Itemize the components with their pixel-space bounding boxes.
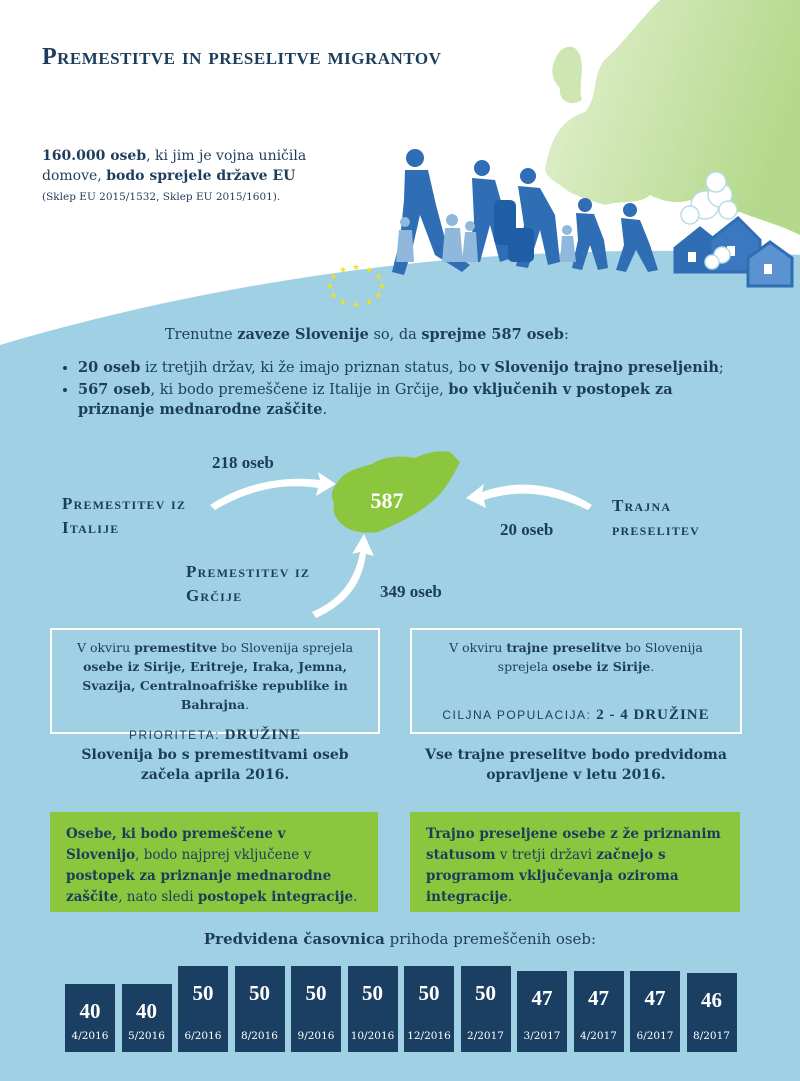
timeline-bar-value: 40: [79, 999, 101, 1023]
resettle-label: Trajna preselitev: [612, 496, 701, 539]
intro-count: 160.000 oseb: [42, 148, 147, 164]
timeline-bar: [348, 966, 398, 1052]
timeline-bar: [291, 966, 341, 1052]
eu-star-icon: [353, 264, 359, 270]
timeline-bar: [404, 966, 454, 1052]
green-bold: postopek integracije: [197, 889, 354, 905]
commitments-lead: [165, 326, 569, 343]
timeline-bar-value: 47: [644, 986, 666, 1011]
green-text: , bodo najprej vključene v: [135, 847, 312, 863]
item-text: ;: [718, 360, 724, 376]
target-label: [424, 706, 728, 725]
timeline-bar-value: 50: [249, 981, 270, 1005]
green-text: v tretji državi: [495, 847, 597, 863]
priority-label: [64, 726, 366, 745]
resettlement-text: [424, 638, 728, 676]
box-text: V okviru: [76, 640, 135, 655]
timeline-bar-value: 50: [362, 981, 383, 1005]
box-text: V okviru: [449, 640, 507, 655]
timeline-bar-date: 3/2017: [523, 1029, 561, 1042]
commitments-list: [60, 358, 738, 422]
resettlement-procedure-box: [410, 812, 740, 912]
uk-shape: [552, 47, 582, 103]
timeline-bar-date: 6/2016: [184, 1030, 222, 1042]
timeline-title-rest: prihoda premeščenih oseb:: [384, 930, 597, 948]
timeline-bar-date: 8/2016: [241, 1030, 278, 1042]
priority-key: PRIORITETA:: [129, 728, 220, 742]
relocation-procedure-box: [50, 812, 378, 912]
timeline-bar: [517, 971, 567, 1052]
box-bold: osebe iz Sirije, Eritreje, Iraka, Jemna, Svazija, Centralnoafriške republike in Bahrajna: [82, 659, 348, 712]
box-text: bo Slovenija sprejela: [217, 640, 354, 655]
item-bold: 20 oseb: [78, 359, 141, 376]
lead-end: :: [563, 327, 569, 343]
box-bold: premestitve: [134, 640, 218, 655]
resettlement-box: [410, 628, 742, 734]
timeline-bar-date: 12/2016: [407, 1030, 451, 1042]
timeline-bar: [122, 984, 172, 1052]
timeline-bar: [178, 966, 228, 1052]
greece-label: Premestitev iz Grčije: [186, 562, 311, 605]
green-bold: postopek za priznanje mednarodne zaščite: [66, 868, 332, 905]
green-bold: Osebe, ki bodo premeščene v Slovenijo: [66, 826, 286, 863]
priority-value: DRUŽINE: [224, 727, 301, 743]
italy-label: Premestitev iz Italije: [62, 494, 187, 537]
timeline-bar-date: 5/2016: [128, 1030, 165, 1042]
box-text: .: [245, 697, 250, 712]
green-text: .: [353, 889, 358, 905]
timeline-title: [0, 930, 800, 948]
timeline-bar-date: 4/2017: [580, 1029, 617, 1042]
lead-bold-1: zaveze Slovenije: [237, 326, 369, 343]
timeline-bar-value: 50: [305, 981, 327, 1005]
item-text: , ki bodo premeščene iz Italije in Grčije,: [150, 382, 449, 398]
timeline-bar-value: 50: [192, 981, 214, 1005]
green-bold: začnejo s programom vključevanja oziroma integracije: [426, 847, 679, 905]
timeline-bar: [235, 966, 285, 1052]
lead-bold-2: sprejme 587 oseb: [421, 326, 564, 343]
timeline-bar-value: 46: [701, 988, 722, 1013]
resettle-count: 20 oseb: [500, 520, 554, 539]
intro-source: (Sklep EU 2015/1532, Sklep EU 2015/1601).: [42, 191, 281, 203]
timeline-title-bold: Predvidena časovnica: [203, 930, 385, 948]
intro-accepted: bodo sprejele države EU: [106, 168, 296, 184]
timeline-bar: [65, 984, 115, 1052]
total-count: 587: [370, 488, 404, 513]
item-text: .: [322, 402, 328, 418]
lead-mid: so, da: [368, 327, 422, 343]
box-bold: trajne preselitve: [506, 640, 622, 655]
item-bold: bo vključenih v postopek za priznanje mednarodne zaščite: [78, 381, 673, 418]
green-text: , nato sledi: [118, 889, 198, 905]
page-title: Premestitve in preselitve migrantov: [42, 44, 442, 70]
relocation-box: [50, 628, 380, 743]
resettlement-end-note: Vse trajne preselitve bodo predvidoma opravljene v letu 2016.: [425, 747, 727, 783]
timeline-bar: [574, 971, 624, 1052]
box-bold: osebe iz Sirije: [552, 659, 651, 674]
timeline-bar-date: 6/2017: [636, 1029, 674, 1042]
intro-text-1: , ki jim je vojna uničila domove,: [42, 148, 307, 184]
list-item: [78, 380, 738, 420]
list-item: [78, 358, 738, 378]
timeline-bar-date: 4/2016: [71, 1030, 109, 1042]
intro-text: [42, 146, 342, 206]
timeline-bar-date: 10/2016: [350, 1030, 395, 1042]
target-key: CILJNA POPULACIJA:: [442, 708, 592, 722]
timeline-bar-value: 47: [588, 986, 609, 1011]
timeline-bar-date: 2/2017: [467, 1030, 504, 1042]
lead-pre: Trenutne: [165, 327, 238, 343]
timeline-bar-value: 40: [136, 999, 157, 1023]
box-text: .: [650, 659, 655, 674]
item-bold: 567 oseb: [78, 381, 151, 398]
timeline-bar: [630, 971, 680, 1052]
item-text: iz tretjih držav, ki že imajo priznan status, bo: [140, 360, 481, 376]
green-bold: Trajno preseljene osebe z že priznanim statusom: [426, 826, 721, 863]
target-value: 2 - 4 DRUŽINE: [596, 707, 710, 723]
timeline-bar-value: 50: [475, 981, 496, 1005]
box-text: bo Slovenija sprejela: [497, 640, 703, 674]
timeline-bar: [687, 973, 737, 1052]
timeline-bar: [461, 966, 511, 1052]
timeline-bar-value: 47: [531, 986, 553, 1011]
timeline-bar-date: 9/2016: [297, 1030, 335, 1042]
relocation-start-note: Slovenija bo s premestitvami oseb začela aprila 2016.: [81, 747, 349, 783]
greece-count: 349 oseb: [380, 582, 442, 601]
relocation-text: [64, 638, 366, 714]
timeline-bar-date: 8/2017: [693, 1029, 730, 1042]
timeline-bar-value: 50: [418, 981, 440, 1005]
italy-count: 218 oseb: [212, 453, 274, 472]
green-text: .: [507, 889, 513, 905]
item-bold: v Slovenijo trajno preseljenih: [480, 359, 719, 376]
